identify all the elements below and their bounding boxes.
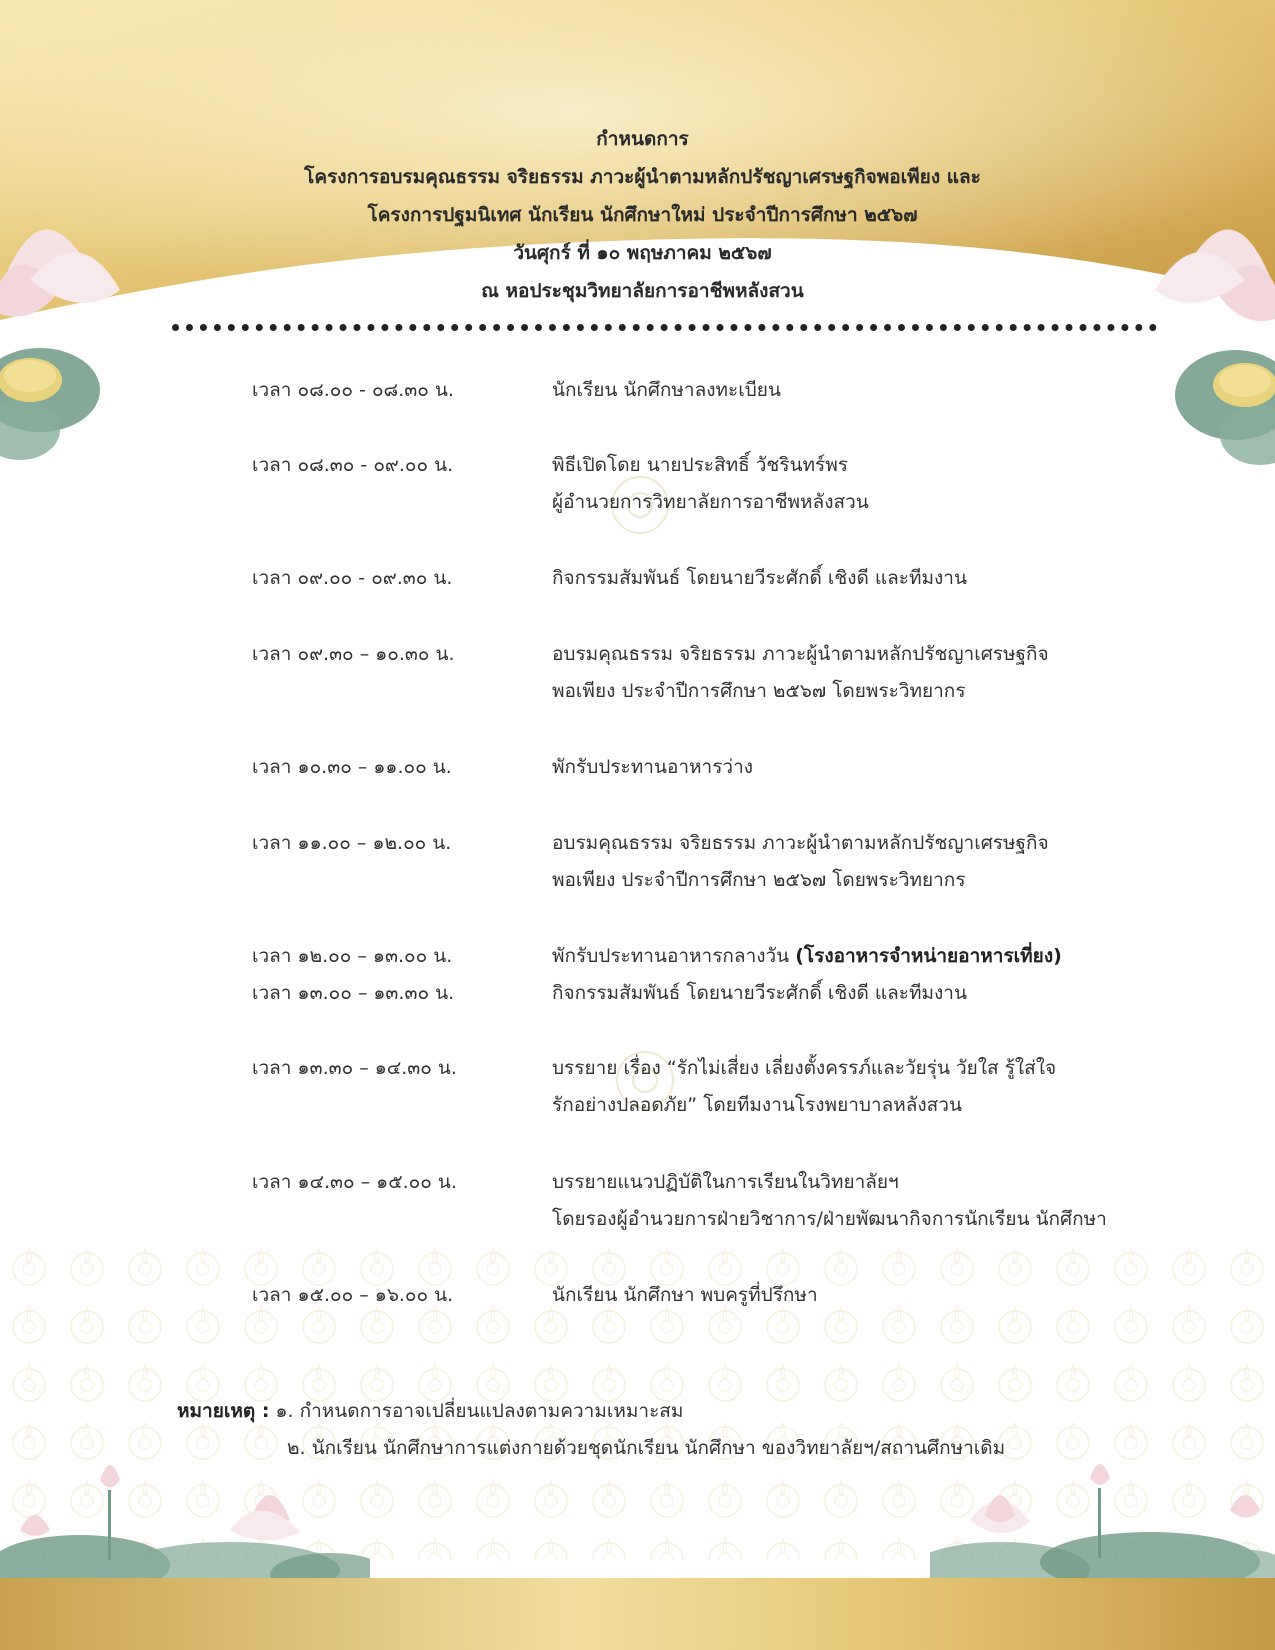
schedule-line: พอเพียง ประจำปีการศึกษา ๒๕๖๗ โดยพระวิทยากร — [552, 680, 966, 702]
schedule-description — [552, 1164, 1172, 1238]
schedule-line: กิจกรรมสัมพันธ์ โดยนายวีระศักดิ์ เชิงดี และทีมงาน — [552, 982, 967, 1004]
schedule-description — [552, 938, 1172, 975]
schedule-line: บรรยายแนวปฏิบัติในการเรียนในวิทยาลัยฯ — [552, 1171, 899, 1193]
schedule-time: เวลา ๑๔.๓๐ – ๑๕.๐๐ น. — [252, 1171, 457, 1193]
schedule-time: เวลา ๐๙.๓๐ – ๑๐.๓๐ น. — [252, 643, 455, 665]
lotus-pond-left-icon — [0, 1450, 370, 1590]
schedule-description — [552, 749, 1172, 786]
schedule-description — [552, 1050, 1172, 1124]
lotus-flower-right-icon — [1125, 140, 1275, 470]
schedule-line: พักรับประทานอาหารว่าง — [552, 756, 754, 778]
notes-section — [177, 1393, 1077, 1467]
lotus-flower-left-icon — [0, 140, 140, 470]
schedule-description — [552, 560, 1172, 597]
dotted-divider — [172, 324, 1157, 331]
schedule-time: เวลา ๑๐.๓๐ – ๑๑.๐๐ น. — [252, 756, 452, 778]
note-text: ๒. นักเรียน นักศึกษาการแต่งกายด้วยชุดนักเรียน นักศึกษา ของวิทยาลัยฯ/สถานศึกษาเดิม — [287, 1437, 1006, 1459]
schedule-line: กิจกรรมสัมพันธ์ โดยนายวีระศักดิ์ เชิงดี และทีมงาน — [552, 567, 967, 589]
schedule-line: โดยรองผู้อำนวยการฝ่ายวิชาการ/ฝ่ายพัฒนากิจการนักเรียน นักศึกษา — [552, 1208, 1107, 1230]
note-text: ๑. กำหนดการอาจเปลี่ยนแปลงตามความเหมาะสม — [275, 1400, 684, 1422]
schedule-time: เวลา ๐๘.๓๐ - ๐๙.๐๐ น. — [252, 454, 454, 476]
schedule-time: เวลา ๑๕.๐๐ – ๑๖.๐๐ น. — [252, 1284, 454, 1306]
lotus-pond-right-icon — [930, 1450, 1275, 1590]
title-line-venue: ณ หอประชุมวิทยาลัยการอาชีพหลังสวน — [481, 280, 804, 302]
gold-footer-band — [0, 1578, 1275, 1650]
schedule-line: พิธีเปิดโดย นายประสิทธิ์ วัชรินทร์พร — [552, 454, 848, 476]
schedule-description — [552, 975, 1172, 1012]
schedule-line: อบรมคุณธรรม จริยธรรม ภาวะผู้นำตามหลักปรัชญาเศรษฐกิจ — [552, 832, 1049, 854]
document-title — [240, 120, 1045, 310]
title-line-project-2: โครงการปฐมนิเทศ นักเรียน นักศึกษาใหม่ ประจำปีการศึกษา ๒๕๖๗ — [367, 204, 918, 226]
schedule-line: พอเพียง ประจำปีการศึกษา ๒๕๖๗ โดยพระวิทยากร — [552, 869, 966, 891]
note-item — [177, 1430, 1077, 1467]
schedule-description — [552, 372, 1172, 409]
title-line-project-1: โครงการอบรมคุณธรรม จริยธรรม ภาวะผู้นำตามหลักปรัชญาเศรษฐกิจพอเพียง และ — [304, 166, 981, 188]
schedule-line: ผู้อำนวยการวิทยาลัยการอาชีพหลังสวน — [552, 491, 869, 513]
schedule-description — [552, 636, 1172, 710]
schedule-line: นักเรียน นักศึกษาลงทะเบียน — [552, 379, 781, 401]
schedule-time: เวลา ๑๑.๐๐ – ๑๒.๐๐ น. — [252, 832, 452, 854]
schedule-time: เวลา ๐๘.๐๐ - ๐๘.๓๐ น. — [252, 379, 454, 401]
schedule-time: เวลา ๑๓.๓๐ – ๑๔.๓๐ น. — [252, 1057, 457, 1079]
schedule-time: เวลา ๐๙.๐๐ - ๐๙.๓๐ น. — [252, 567, 453, 589]
schedule-line — [552, 938, 1172, 975]
notes-label: หมายเหตุ : — [177, 1400, 270, 1422]
schedule-description — [552, 825, 1172, 899]
schedule-time: เวลา ๑๓.๐๐ – ๑๓.๓๐ น. — [252, 982, 455, 1004]
title-line-date: วันศุกร์ ที่ ๑๐ พฤษภาคม ๒๕๖๗ — [513, 242, 772, 264]
schedule-description — [552, 447, 1172, 521]
schedule-line-text: พักรับประทานอาหารกลางวัน — [552, 945, 796, 967]
schedule-line: นักเรียน นักศึกษา พบครูที่ปรึกษา — [552, 1284, 818, 1306]
schedule-line: รักอย่างปลอดภัย” โดยทีมงานโรงพยาบาลหลังสวน — [552, 1094, 962, 1116]
title-line-schedule: กำหนดการ — [596, 128, 689, 150]
schedule-line-emphasis: (โรงอาหารจำหน่ายอาหารเที่ยง) — [795, 945, 1062, 967]
schedule-line: อบรมคุณธรรม จริยธรรม ภาวะผู้นำตามหลักปรัชญาเศรษฐกิจ — [552, 643, 1049, 665]
schedule-line: บรรยาย เรื่อง “รักไม่เสี่ยง เลี่ยงตั้งครรภ์และวัยรุ่น วัยใส รู้ใส่ใจ — [552, 1057, 1057, 1079]
schedule-description — [552, 1277, 1172, 1314]
schedule-time: เวลา ๑๒.๐๐ – ๑๓.๐๐ น. — [252, 945, 453, 967]
note-item — [177, 1393, 1077, 1430]
